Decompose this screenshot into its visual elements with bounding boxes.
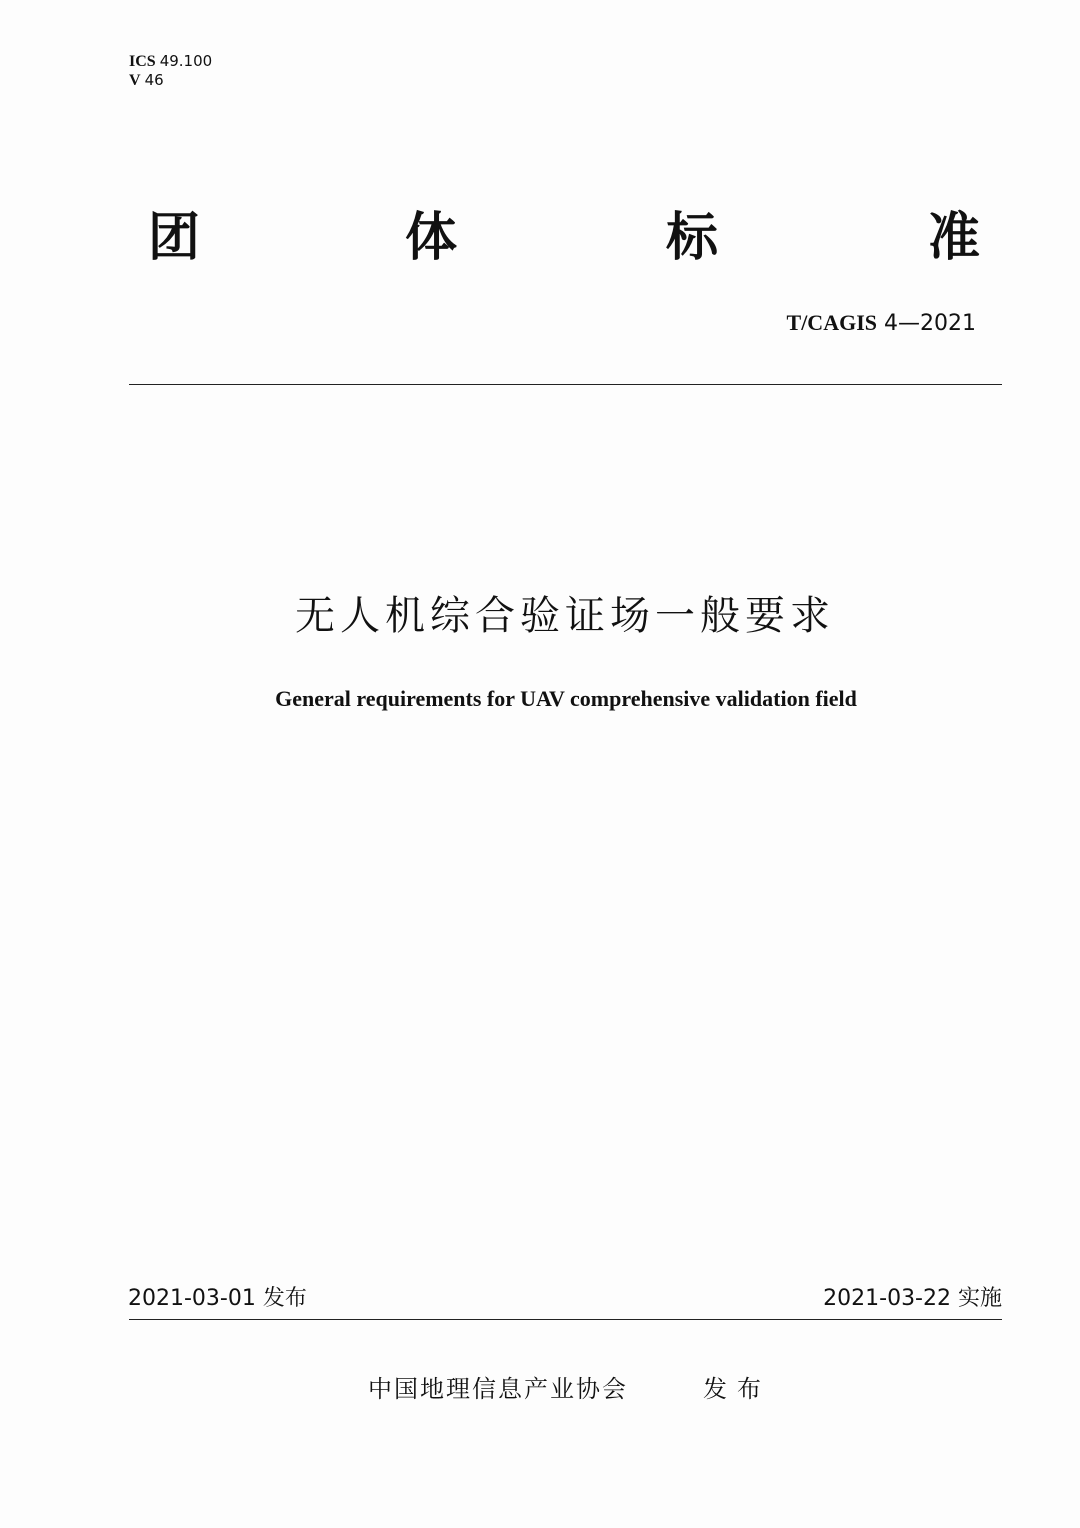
standard-type-char-3: 标 — [666, 208, 719, 268]
title-chinese: 无人机综合验证场一般要求 — [295, 593, 835, 639]
ics-line — [129, 52, 212, 71]
publisher-name: 中国地理信息产业协会 — [368, 1375, 628, 1403]
standard-code-prefix: T/CAGIS — [786, 310, 877, 335]
ics-label: ICS — [129, 53, 156, 70]
title-english: General requirements for UAV comprehensive validation field — [275, 686, 857, 711]
standard-type-char-2: 体 — [405, 208, 458, 268]
class-line — [129, 71, 212, 90]
header-divider — [129, 384, 1002, 385]
issue-date: 2021-03-01 发布 — [128, 1286, 307, 1311]
class-label: V — [129, 72, 141, 89]
ics-value: 49.100 — [159, 52, 213, 70]
implementation-date: 2021-03-22 实施 — [823, 1286, 1002, 1311]
publisher-action: 发布 — [703, 1375, 771, 1403]
standard-type-heading — [128, 205, 1002, 275]
standard-type-char-4: 准 — [928, 208, 981, 268]
footer-divider — [129, 1319, 1002, 1320]
standard-code-number: 4—2021 — [884, 311, 976, 336]
class-value: 46 — [144, 71, 164, 89]
classification-block — [129, 52, 212, 90]
standard-code — [787, 308, 976, 339]
standard-type-char-1: 团 — [148, 208, 201, 268]
